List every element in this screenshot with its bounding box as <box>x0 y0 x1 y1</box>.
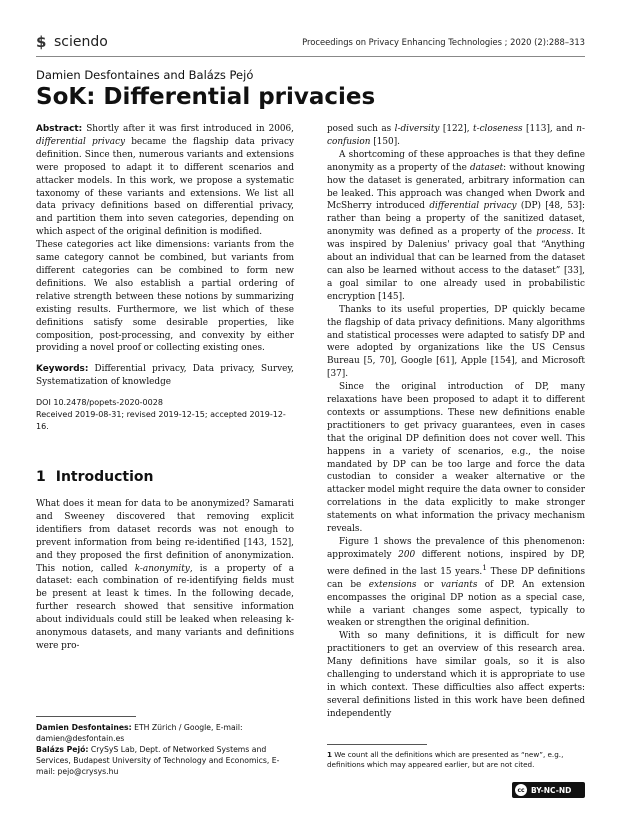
emphasis-run: dataset <box>469 162 504 173</box>
right-paragraph-0 <box>327 123 585 149</box>
affiliation-2 <box>36 744 294 777</box>
footnote <box>327 750 585 770</box>
keywords <box>36 363 294 389</box>
abstract-text-continued: became the flagship data privacy definition. Since then, numerous variants and extensions were proposed to adapt it to different scenarios and attacker models. In this work, we propose a systematic taxonomy of these variants and extensions. We list all data privacy definitions based on differential privacy, and partition them into seven categories, depending on which aspect of the original definition is modified. <box>36 136 294 238</box>
right-paragraph-1 <box>327 149 585 304</box>
right-column <box>327 123 585 721</box>
emphasis-run: variants <box>440 579 478 590</box>
abstract-text: Shortly after it was first introduced in 2006, <box>82 124 294 134</box>
page-header <box>36 32 585 56</box>
emphasis-run: 200 <box>398 549 416 560</box>
abstract-label: Abstract: <box>36 124 83 134</box>
footnote-number: 1 <box>327 750 333 759</box>
intro-text: What does it mean for data to be anonymized? Samarati and Sweeney discovered that removing explicit identifiers from dataset records was not enough to prevent information from being re-identified [143, 152], and they proposed the first definition of anonymization. This notion, called <box>36 499 294 574</box>
intro-emphasis: k-anonymity <box>134 563 190 574</box>
footnote-rule <box>327 744 427 745</box>
right-paragraph-4 <box>327 536 585 630</box>
text-run: . It was inspired by Dalenius' privacy goal that “Anything about an individual that can be learned from the dataset can also be learned without access to the dataset” [33], a goal similar to one already used in probabilistic encryption [145]. <box>327 227 585 302</box>
text-run: of DP. An extension encompasses the original DP notion as a special case, while a variant changes some aspect, typically to weaken or strengthen the original definition. <box>327 579 586 629</box>
footnote-text: We count all the definitions which are presented as “new”, e.g., definitions which may appeared earlier, but are not cited. <box>327 750 564 769</box>
text-run: [122], <box>439 124 473 134</box>
logo-text: sciendo <box>54 34 108 50</box>
affiliation-text: CrySyS Lab, Dept. of Networked Systems and Services, Budapest University of Technology and Economics, E-mail: pejo@crysys.hu <box>36 745 280 776</box>
left-column <box>36 123 294 653</box>
text-run: or <box>416 579 441 590</box>
section-title: Introduction <box>55 469 154 486</box>
affiliation-1 <box>36 722 294 744</box>
keywords-text: Differential privacy, Data privacy, Survey, Systematization of knowledge <box>36 364 294 388</box>
footnote-marker[interactable]: 1 <box>482 562 487 572</box>
journal-citation: Proceedings on Privacy Enhancing Technologies ; 2020 (2):288–313 <box>302 37 585 47</box>
author-affiliations <box>36 722 294 777</box>
affiliation-text: ETH Zürich / Google, E-mail: damien@desfontain.es <box>36 723 243 743</box>
right-paragraph-2: Thanks to its useful properties, DP quickly became the flagship of data privacy definitions. Many algorithms and statistical processes were adapted to satisfy DP and were adopted by organizations like the US Census Bureau [5, 70], Google [61], Apple [154], and Microsoft [37]. <box>327 304 585 380</box>
emphasis-run: differential privacy <box>429 201 517 212</box>
right-paragraph-3: Since the original introduction of DP, many relaxations have been proposed to adapt it to different contexts or assumptions. These new definitions enable practitioners to get privacy guarantees, even in cases that the original DP definition does not cover well. This happens in a variety of scenarios, e.g., the noise mandated by DP can be too large and force the data custodian to consider a weaker alternative or the attacker model might require the data owner to consider correlations in the data explicitly to make stronger statements on what information the privacy mechanism reveals. <box>327 382 585 535</box>
dollar-s-icon: $ <box>36 33 47 51</box>
emphasis-run: t-closeness <box>473 124 523 134</box>
abstract-paragraph-1 <box>36 123 294 239</box>
intro-text-continued: , is a property of a dataset: each combination of re-identifying fields must be present at least k times. In the following decade, further research showed that sensitive information about individuals could still be leaked when releasing k-anonymous datasets, and many variants and definitions were pro- <box>36 563 294 651</box>
affiliation-name: Balázs Pejó: <box>36 745 89 754</box>
cc-icon: cc <box>515 784 527 796</box>
abstract-emphasis: differential privacy <box>36 136 126 147</box>
keywords-label: Keywords: <box>36 364 89 375</box>
text-run: : without knowing how the dataset is generated, arbitrary information can be leaked. This approach was changed when Dwork and McSherry introduced <box>327 162 585 212</box>
emphasis-run: n-confusion <box>327 124 585 147</box>
author-list: Damien Desfontaines and Balázs Pejó <box>36 68 254 82</box>
text-run: These DP definitions can be <box>327 566 585 590</box>
received-dates: Received 2019-08-31; revised 2019-12-15; accepted 2019-12-16. <box>36 410 286 432</box>
emphasis-run: l-diversity <box>394 124 440 134</box>
doi-link[interactable]: DOI 10.2478/popets-2020-0028 <box>36 398 163 408</box>
text-run: Figure 1 shows the prevalence of this phenomenon: approximately <box>327 537 585 560</box>
license-badge[interactable] <box>512 782 585 798</box>
header-rule <box>36 56 585 57</box>
publisher-logo <box>36 34 108 50</box>
emphasis-run: process <box>536 227 571 238</box>
text-run: [150]. <box>370 136 400 147</box>
intro-paragraph-1 <box>36 498 294 653</box>
section-heading <box>36 471 294 484</box>
paper-title: SoK: Differential privacies <box>36 84 376 110</box>
affiliation-name: Damien Desfontaines: <box>36 723 132 732</box>
text-run: different notions, inspired by DP, were defined in the last 15 years. <box>327 549 585 577</box>
section-number: 1 <box>36 469 46 486</box>
abstract-paragraph-2: These categories act like dimensions: variants from the same category cannot be combined, but variants from different categories can be combined to form new definitions. We also establish a partial ordering of relative strength between these notions by summarizing existing results. Furthermore, we list which of these definitions satisfy some desirable properties, like composition, post-processing, and convexity by either providing a novel proof or collecting existing ones. <box>36 240 294 354</box>
text-run: A shortcoming of these approaches is that they define anonymity as a property of the <box>327 149 585 173</box>
license-text: BY-NC-ND <box>531 785 572 795</box>
text-run: (DP) [48, 53]: rather than being a property of the sanitized dataset, anonymity was defined as a property of the <box>327 201 585 238</box>
right-paragraph-5: With so many definitions, it is difficult for new practitioners to get an overview of this research area. Many definitions have similar goals, so it is also challenging to understand which it is appropriate to use in which context. These difficulties also affect experts: several definitions listed in this work have been defined independently <box>327 631 585 719</box>
emphasis-run: extensions <box>368 579 417 590</box>
text-run: [113], and <box>522 124 577 134</box>
affiliation-rule <box>36 716 136 717</box>
text-run: posed such as <box>327 124 395 134</box>
